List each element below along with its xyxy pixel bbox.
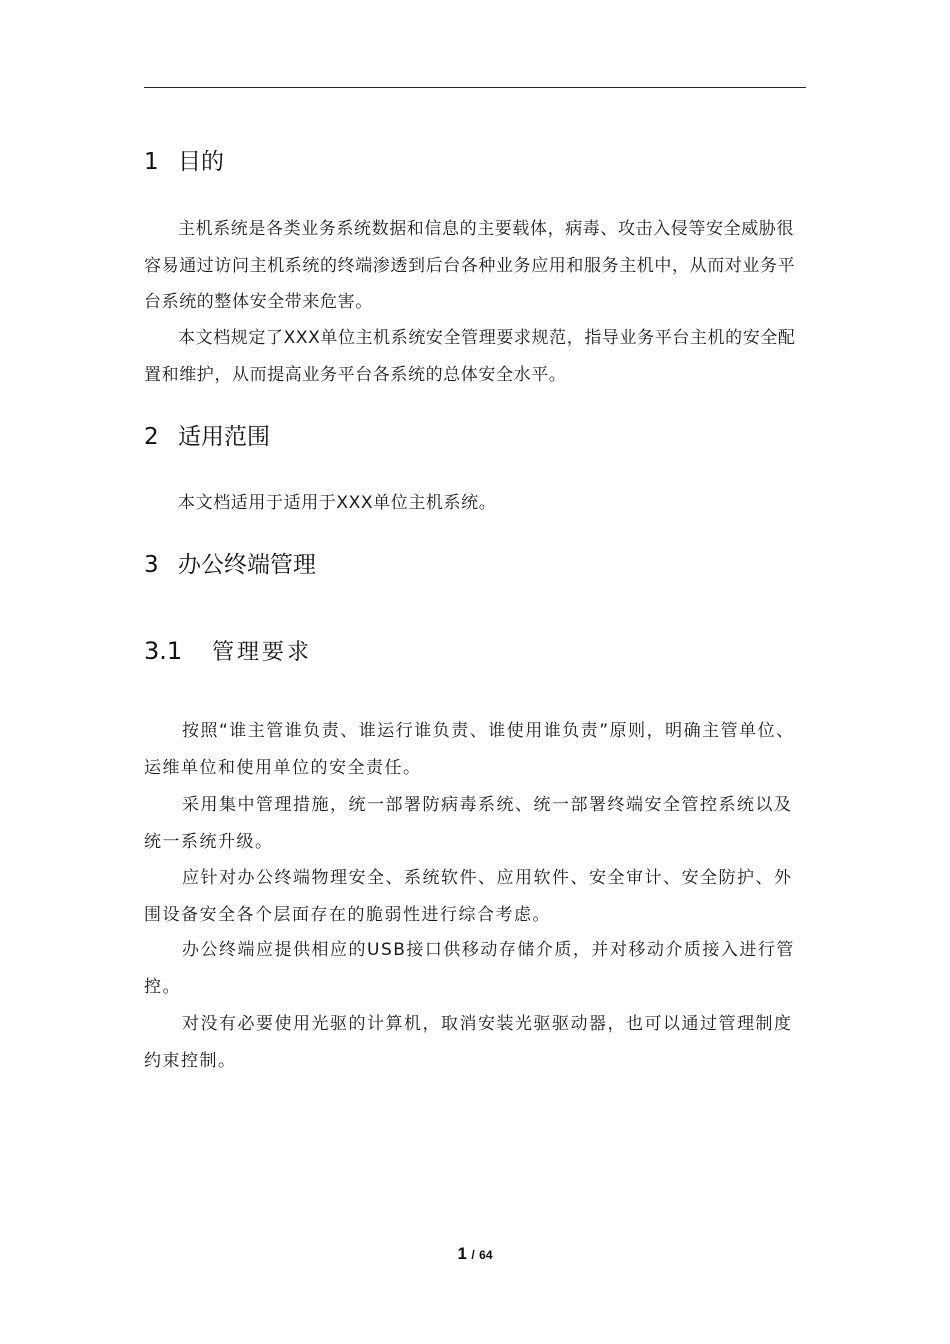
paragraph-requirement-2: 采用集中管理措施，统一部署防病毒系统、统一部署终端安全管控系统以及统一系统升级。 bbox=[144, 795, 793, 852]
subsection-heading bbox=[144, 636, 312, 668]
section-heading-2 bbox=[144, 422, 270, 452]
paragraph-requirement-4: 办公终端应提供相应的USB接口供移动存储介质，并对移动介质接入进行管控。 bbox=[144, 940, 795, 997]
paragraph-scope-1: 本文档适用于适用于XXX单位主机系统。 bbox=[178, 493, 497, 513]
section-heading-3 bbox=[144, 550, 316, 580]
subsection-number: 3.1 bbox=[144, 637, 183, 665]
paragraph-requirement-5: 对没有必要使用光驱的计算机，取消安装光驱驱动器，也可以通过管理制度约束控制。 bbox=[144, 1014, 793, 1071]
section-number: 3 bbox=[144, 552, 159, 578]
section-title: 目的 bbox=[178, 149, 224, 175]
section-title: 办公终端管理 bbox=[178, 552, 316, 578]
current-page-number: 1 bbox=[457, 1244, 467, 1263]
paragraph-requirement-1: 按照“谁主管谁负责、谁运行谁负责、谁使用谁负责”原则，明确主管单位、运维单位和使用单位的安全责任。 bbox=[144, 721, 795, 778]
subsection-title: 管理要求 bbox=[212, 640, 313, 665]
paragraph-purpose-1: 主机系统是各类业务系统数据和信息的主要载体，病毒、攻击入侵等安全威胁很容易通过访问主机系统的终端渗透到后台各种业务应用和服务主机中，从而对业务平台系统的整体安全带来危害。 bbox=[144, 219, 796, 312]
section-number: 1 bbox=[144, 149, 159, 175]
page-separator: / bbox=[471, 1248, 475, 1262]
section-heading-1 bbox=[144, 147, 224, 177]
header-rule bbox=[144, 87, 806, 88]
paragraph-requirement-3: 应针对办公终端物理安全、系统软件、应用软件、安全审计、安全防护、外围设备安全各个层面存在的脆弱性进行综合考虑。 bbox=[144, 868, 793, 925]
page-footer bbox=[0, 1244, 950, 1264]
section-number: 2 bbox=[144, 424, 159, 450]
section-title: 适用范围 bbox=[178, 424, 270, 450]
paragraph-purpose-2: 本文档规定了XXX单位主机系统安全管理要求规范，指导业务平台主机的安全配置和维护，从而提高业务平台各系统的总体安全水平。 bbox=[144, 328, 796, 385]
total-pages: 64 bbox=[479, 1248, 493, 1262]
